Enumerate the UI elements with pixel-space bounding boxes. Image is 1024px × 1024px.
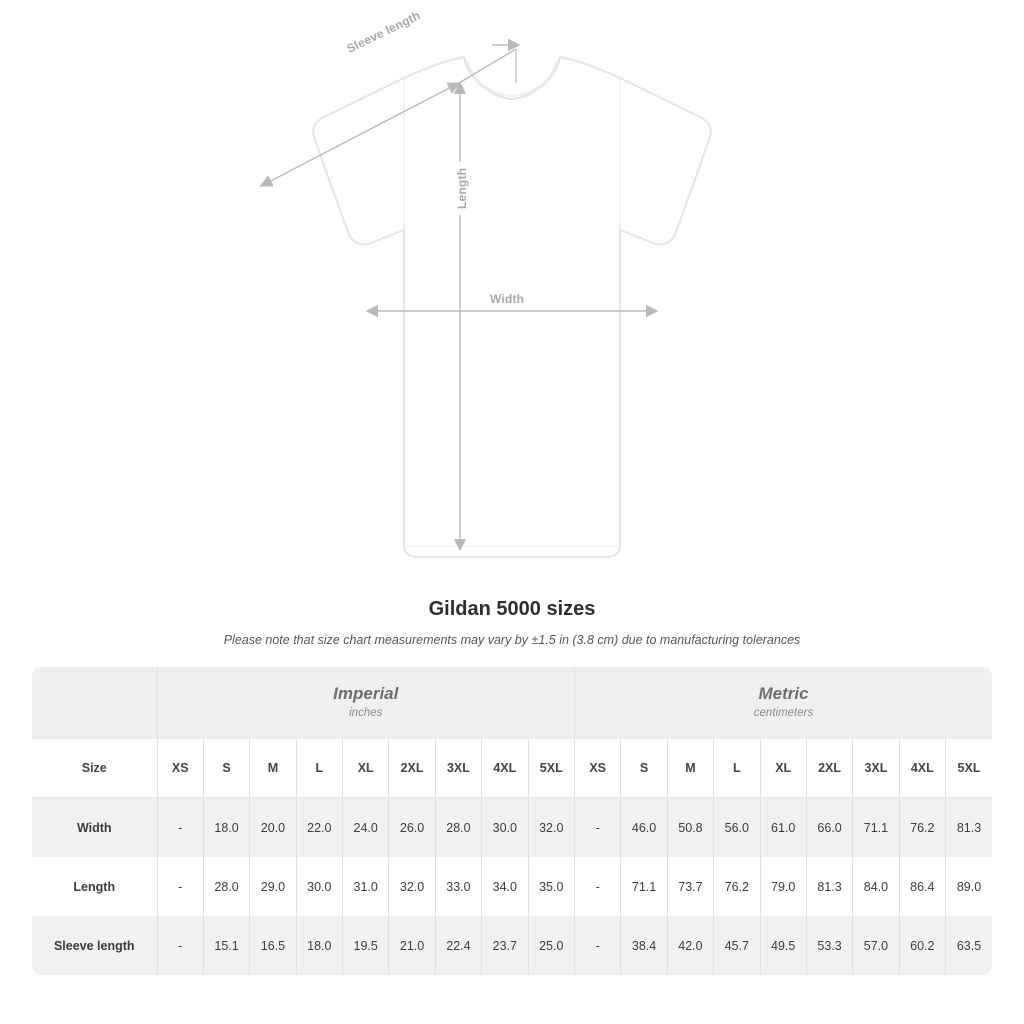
cell-sleeve-metric-5xl: 63.5 bbox=[946, 916, 993, 975]
cell-width-imperial-5xl: 32.0 bbox=[528, 798, 574, 858]
cell-length-metric-m: 73.7 bbox=[667, 857, 713, 916]
cell-width-imperial-l: 22.0 bbox=[296, 798, 342, 858]
cell-width-metric-2xl: 66.0 bbox=[806, 798, 852, 858]
system-unit-metric: centimeters bbox=[753, 707, 814, 720]
size-header-label: Size bbox=[32, 739, 157, 798]
cell-sleeve-imperial-3xl: 22.4 bbox=[435, 916, 481, 975]
cell-length-metric-4xl: 86.4 bbox=[899, 857, 945, 916]
cell-sleeve-metric-2xl: 53.3 bbox=[806, 916, 852, 975]
cell-length-imperial-3xl: 33.0 bbox=[435, 857, 481, 916]
system-name-metric: Metric bbox=[758, 684, 809, 704]
size-header-metric-2xl: 2XL bbox=[806, 739, 852, 798]
cell-length-imperial-2xl: 32.0 bbox=[389, 857, 435, 916]
sleeve-length-label: Sleeve length bbox=[341, 6, 426, 57]
cell-width-metric-s: 46.0 bbox=[621, 798, 667, 858]
cell-width-imperial-xl: 24.0 bbox=[343, 798, 389, 858]
size-header-imperial-3xl: 3XL bbox=[435, 739, 481, 798]
cell-length-imperial-4xl: 34.0 bbox=[482, 857, 528, 916]
cell-length-metric-xl: 79.0 bbox=[760, 857, 806, 916]
system-header-imperial bbox=[157, 667, 574, 739]
cell-length-metric-2xl: 81.3 bbox=[806, 857, 852, 916]
size-header-metric-xl: XL bbox=[760, 739, 806, 798]
cell-length-metric-l: 76.2 bbox=[714, 857, 760, 916]
width-label: Width bbox=[484, 292, 530, 306]
cell-width-imperial-2xl: 26.0 bbox=[389, 798, 435, 858]
cell-length-imperial-m: 29.0 bbox=[250, 857, 296, 916]
size-header-imperial-5xl: 5XL bbox=[528, 739, 574, 798]
page-title: Gildan 5000 sizes bbox=[428, 598, 596, 620]
size-header-metric-l: L bbox=[714, 739, 760, 798]
cell-width-metric-m: 50.8 bbox=[667, 798, 713, 858]
cell-width-imperial-4xl: 30.0 bbox=[482, 798, 528, 858]
cell-sleeve-metric-s: 38.4 bbox=[621, 916, 667, 975]
system-header-row bbox=[32, 667, 992, 739]
cell-sleeve-metric-m: 42.0 bbox=[667, 916, 713, 975]
cell-width-metric-4xl: 76.2 bbox=[899, 798, 945, 858]
size-header-imperial-l: L bbox=[296, 739, 342, 798]
cell-sleeve-metric-3xl: 57.0 bbox=[853, 916, 899, 975]
table-row bbox=[32, 798, 992, 858]
cell-length-imperial-s: 28.0 bbox=[203, 857, 249, 916]
cell-width-metric-5xl: 81.3 bbox=[946, 798, 993, 858]
cell-width-metric-3xl: 71.1 bbox=[853, 798, 899, 858]
cell-width-imperial-s: 18.0 bbox=[203, 798, 249, 858]
cell-width-metric-xl: 61.0 bbox=[760, 798, 806, 858]
size-header-metric-s: S bbox=[621, 739, 667, 798]
cell-width-imperial-m: 20.0 bbox=[250, 798, 296, 858]
cell-length-metric-xs: - bbox=[575, 857, 621, 916]
cell-length-imperial-5xl: 35.0 bbox=[528, 857, 574, 916]
cell-length-imperial-xs: - bbox=[157, 857, 203, 916]
size-header-metric-xs: XS bbox=[575, 739, 621, 798]
cell-sleeve-metric-4xl: 60.2 bbox=[899, 916, 945, 975]
row-label-length: Length bbox=[32, 857, 157, 916]
length-label: Length bbox=[455, 162, 469, 215]
system-name-imperial: Imperial bbox=[333, 684, 399, 704]
cell-sleeve-imperial-5xl: 25.0 bbox=[528, 916, 574, 975]
size-header-imperial-xl: XL bbox=[343, 739, 389, 798]
size-header-imperial-2xl: 2XL bbox=[389, 739, 435, 798]
size-header-metric-4xl: 4XL bbox=[899, 739, 945, 798]
system-header-blank bbox=[32, 667, 157, 739]
size-table-wrapper bbox=[32, 667, 992, 975]
cell-sleeve-metric-xl: 49.5 bbox=[760, 916, 806, 975]
size-header-metric-5xl: 5XL bbox=[946, 739, 993, 798]
tolerance-note: Please note that size chart measurements may vary by ±1.5 in (3.8 cm) due to manufacturing tolerances bbox=[223, 633, 801, 647]
tshirt-shape bbox=[313, 57, 710, 557]
cell-width-imperial-3xl: 28.0 bbox=[435, 798, 481, 858]
cell-sleeve-imperial-2xl: 21.0 bbox=[389, 916, 435, 975]
system-header-metric bbox=[575, 667, 993, 739]
size-header-imperial-s: S bbox=[203, 739, 249, 798]
system-unit-imperial: inches bbox=[349, 707, 383, 720]
chart-heading bbox=[0, 598, 1024, 647]
cell-sleeve-metric-xs: - bbox=[575, 916, 621, 975]
size-header-metric-m: M bbox=[667, 739, 713, 798]
cell-length-metric-3xl: 84.0 bbox=[853, 857, 899, 916]
cell-sleeve-imperial-m: 16.5 bbox=[250, 916, 296, 975]
cell-sleeve-imperial-4xl: 23.7 bbox=[482, 916, 528, 975]
size-header-metric-3xl: 3XL bbox=[853, 739, 899, 798]
cell-width-metric-xs: - bbox=[575, 798, 621, 858]
row-label-width: Width bbox=[32, 798, 157, 858]
cell-sleeve-imperial-xl: 19.5 bbox=[343, 916, 389, 975]
cell-sleeve-imperial-s: 15.1 bbox=[203, 916, 249, 975]
size-table bbox=[32, 667, 992, 975]
cell-length-imperial-xl: 31.0 bbox=[343, 857, 389, 916]
table-row bbox=[32, 857, 992, 916]
cell-length-metric-5xl: 89.0 bbox=[946, 857, 993, 916]
cell-sleeve-metric-l: 45.7 bbox=[714, 916, 760, 975]
size-header-imperial-xs: XS bbox=[157, 739, 203, 798]
cell-width-imperial-xs: - bbox=[157, 798, 203, 858]
cell-sleeve-imperial-xs: - bbox=[157, 916, 203, 975]
size-header-row bbox=[32, 739, 992, 798]
size-header-imperial-m: M bbox=[250, 739, 296, 798]
cell-length-metric-s: 71.1 bbox=[621, 857, 667, 916]
size-header-imperial-4xl: 4XL bbox=[482, 739, 528, 798]
cell-sleeve-imperial-l: 18.0 bbox=[296, 916, 342, 975]
table-row bbox=[32, 916, 992, 975]
cell-width-metric-l: 56.0 bbox=[714, 798, 760, 858]
row-label-sleeve-length: Sleeve length bbox=[32, 916, 157, 975]
cell-length-imperial-l: 30.0 bbox=[296, 857, 342, 916]
